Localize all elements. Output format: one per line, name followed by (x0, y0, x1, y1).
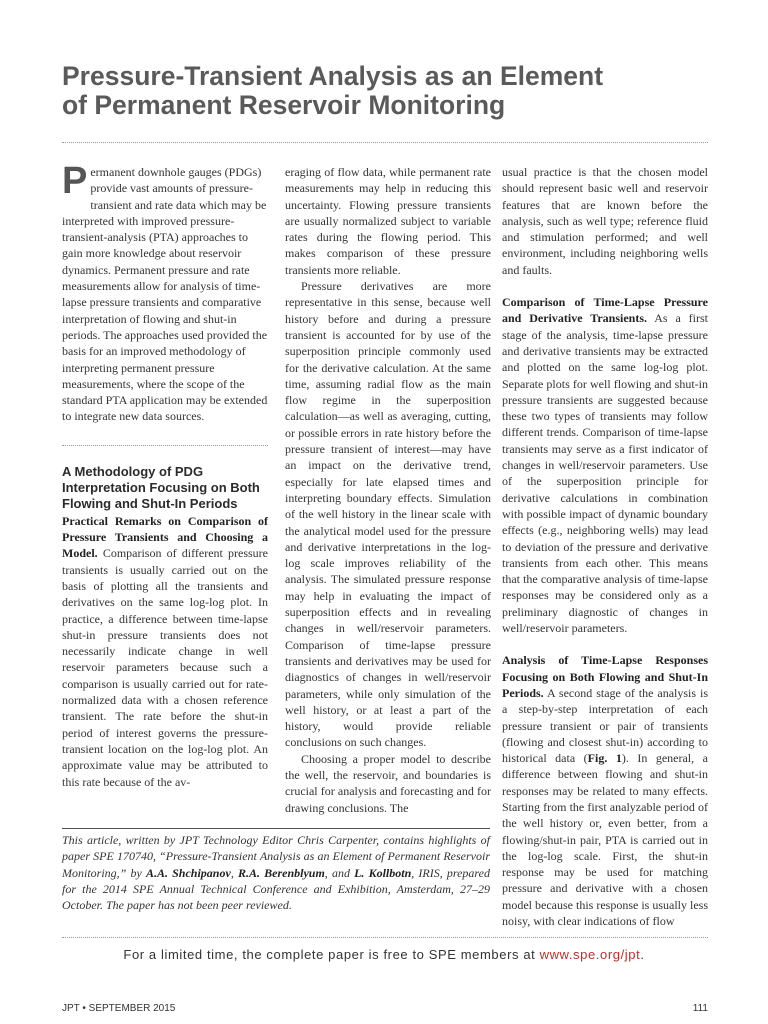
promo-line (0, 947, 768, 963)
paragraph (502, 652, 708, 929)
author: R.A. Berenblyum (237, 865, 325, 880)
subhead: Comparison of Time-Lapse Pressure and Derivative Transients. (502, 295, 708, 326)
paragraph (62, 513, 268, 790)
title-line-2: of Permanent Reservoir Monitoring (62, 90, 506, 120)
title-line-1: Pressure-Transient Analysis as an Element (62, 61, 604, 91)
column-1 (62, 160, 268, 790)
paragraph: Pressure derivatives are more representative in this sense, because well history before and during a pressure transient is accounted for by use of the superposition principle commonly used for the derivative calculation. At the same time, assuming radial flow as the main flow regime in the superposition calculation—as well as averaging, cutting, or possible errors in rate history before the pressure transient of interest—may have an impact on the derivative trend, especially for late elapsed times and interpreting boundary effects. Simulation of the well history in the linear scale with the analytical model used for the pressure and derivative interpretations in the log-log scale improves reliability of the analysis. The simulated pressure response may help in evaluating the impact of superposition effects and in revealing changes in well/reservoir parameters. Comparison of time-lapse pressure transients and derivatives may be used for diagnostics of changes in well/reservoir parameters, while only simulation of the well history, or at least a part of the history, would provide reliable conclusions on such changes. (285, 279, 491, 750)
note-text: , and (324, 865, 355, 880)
title-divider (62, 142, 708, 143)
paragraph (502, 294, 708, 636)
spe-link[interactable]: www.spe.org/jpt (539, 947, 641, 962)
drop-cap: P (62, 160, 88, 202)
paragraph-text: A second stage of the analysis is a step-by-step interpretation of each pressure transient or pair of transients (flowing and closest shut-in) according to historical data ( (502, 685, 708, 766)
lede-paragraph (62, 160, 268, 425)
footer-divider (62, 937, 708, 938)
paragraph: usual practice is that the chosen model should represent basic well and reservoir features that are known before the analysis, such as well type; reference fluid and stimulation performed; and well environment, including neighboring wells and faults. (502, 165, 708, 277)
lede-text: ermanent downhole gauges (PDGs) provide vast amounts of pressure-transient and rate data which may be interpreted with improved pressure-transient-analysis (PTA) approaches to gain more knowledge about reservoir dynamics. Permanent pressure and rate measurements allow for analysis of time-lapse pressure transients and comparative interpretation of flowing and shut-in periods. The approaches used provided the basis for an improved methodology of interpreting permanent pressure measurements, where the scope of the standard PTA application may be extended to integrate new data sources. (62, 165, 268, 424)
promo-end: . (640, 947, 645, 962)
subhead: Practical Remarks on Comparison of Pressure Transients and Choosing a Model. (62, 513, 268, 561)
promo-text: For a limited time, the complete paper is free to SPE members at (123, 947, 540, 962)
page-number: 111 (692, 1003, 708, 1014)
subhead: Analysis of Time-Lapse Responses Focusing on Both Flowing and Shut-In Periods. (502, 653, 708, 700)
article-note (62, 828, 490, 913)
article-title (62, 62, 732, 120)
figure-reference[interactable]: Fig. 1 (587, 751, 622, 766)
column-2 (285, 164, 491, 816)
note-text: This article, written by JPT Technology Editor Chris Carpenter, contains highlights of paper SPE 170740, “Pressure-Transient Analysis as an Element of Permanent Reservoir Monitoring,” by (62, 833, 490, 880)
paragraph: eraging of flow data, while permanent rate measurements may help in reducing this uncertainty. Flowing pressure transients are usually normalized subject to variable rates during the flowing period. This makes comparison of these pressure transients more reliable. (285, 165, 491, 277)
paragraph-text: Comparison of different pressure transients is usually carried out on the basis of plotting all the transients and derivatives on the same log-log plot. In practice, a difference between time-lapse shut-in pressure transients does not necessarily indicate change in well reservoir parameters because such a comparison is usually carried out for rate-normalized data with a chosen reference transient. The rate before the shut-in period of interest governs the pressure-transient location on the log-log plot. An approximate value may be attributed to this rate because of the av- (62, 546, 268, 789)
author: L. Kollbotn (354, 865, 412, 880)
footer-publication: JPT • SEPTEMBER 2015 (62, 1003, 176, 1014)
note-text: , IRIS, prepared for the 2014 SPE Annual Technical Conference and Exhibition, Amsterdam, 27–29 October. The paper has not been peer reviewed. (62, 865, 490, 913)
paragraph-text: ). In general, a difference between flowing and shut-in responses may be related to many effects. Starting from the first analyzable period of the well history or, even better, from a flowing/shut-in pair, PTA is carried out in the log-log scale. First, the shut-in response may be used for matching pressure and derivative with a chosen model because this response is usually less noisy, with clear indications of flow (502, 751, 708, 929)
section-heading: A Methodology of PDG Interpretation Focusing on Both Flowing and Shut-In Periods (62, 463, 260, 511)
column-3 (502, 164, 708, 929)
author: A.A. Shchipanov (145, 865, 231, 880)
note-text: , (230, 865, 238, 880)
section-divider (62, 445, 268, 446)
paragraph: Choosing a proper model to describe the well, the reservoir, and boundaries is crucial for analysis and forecasting and for drawing conclusions. The (285, 751, 491, 815)
paragraph-text: As a first stage of the analysis, time-lapse pressure and derivative transients may be extracted and plotted on the same log-log plot. Separate plots for well flowing and shut-in pressure transients are suggested because these two types of transients may follow different trends. Comparison of time-lapse transients may serve as a first indicator of changes in well/reservoir parameters. Use of the superposition principle for derivative calculations in combination with possible impact of dynamic boundary effects (e.g., neighboring wells) may lead to deviation of the pressure and derivative transients from each other. This means that the comparative analysis of time-lapse responses may be considered only as a preliminary diagnostic of changes in well/reservoir parameters. (502, 311, 708, 636)
